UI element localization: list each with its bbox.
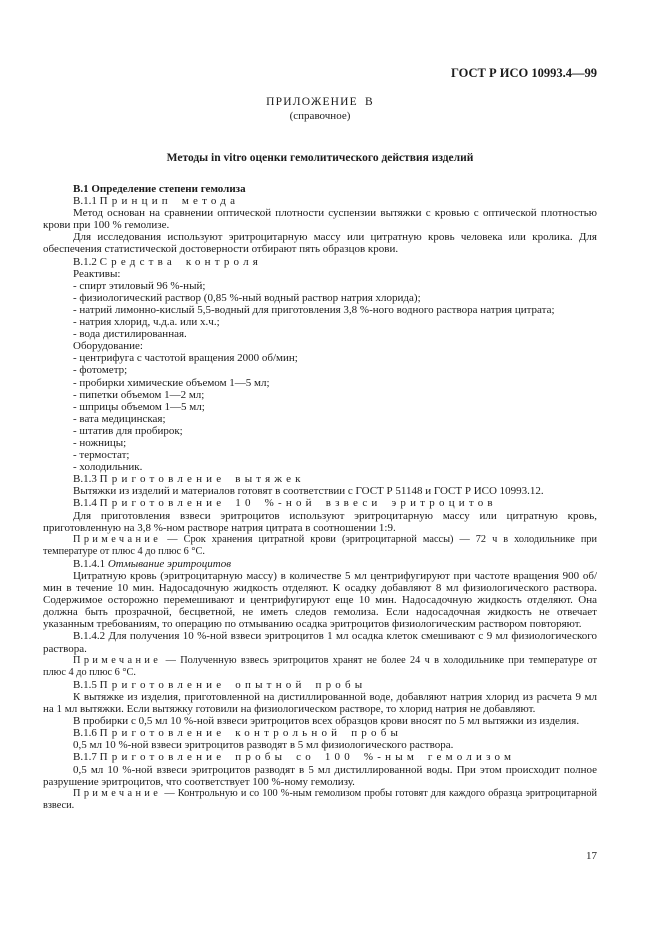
list-line: - вата медицинская; bbox=[73, 412, 166, 425]
appendix-sublabel: (справочное) bbox=[289, 110, 351, 122]
list-line: - физиологический раствор (0,85 %-ный водный раствор натрия хлорида); bbox=[73, 291, 421, 304]
list-line: - фотометр; bbox=[73, 364, 128, 377]
paragraph: В пробирки с 0,5 мл 10 %-ной взвеси эритроцитов всех образцов крови вносят по 5 мл вытяжки из изделия. bbox=[73, 715, 580, 728]
list-line: - спирт этиловый 96 %-ный; bbox=[73, 279, 206, 292]
list-line: - пробирки химические объемом 1—5 мл; bbox=[73, 376, 270, 389]
paragraph: К вытяжке из изделия, приготовленной на дистиллированной воде, добавляют натрия хлорид из расчета 9 мл на 1 мл вытяжки. Если вытяжку готовили на физиологическом растворе, то хлорид натрия не добавляют. bbox=[43, 690, 597, 716]
doc-number: ГОСТ Р ИСО 10993.4—99 bbox=[451, 66, 597, 80]
list-line: - центрифуга с частотой вращения 2000 об/мин; bbox=[73, 352, 298, 365]
subsection-heading: В.1.7 Приготовление пробы со 100 %-ным гемолизом bbox=[73, 751, 516, 764]
list-line: Оборудование: bbox=[73, 340, 143, 353]
list-line: - ножницы; bbox=[73, 436, 127, 449]
list-line: - шприцы объемом 1—5 мл; bbox=[73, 400, 205, 413]
note-paragraph: Примечание — Срок хранения цитратной крови (эритроцитарной массы) — 72 ч в холодильнике при температуре от плюс 4 до плюс 6 °С. bbox=[43, 533, 597, 557]
subsection-heading: В.1.4.1 Отмывание эритроцитов bbox=[73, 557, 232, 570]
list-line: - холодильник. bbox=[73, 461, 143, 474]
paragraph: В.1.4.2 Для получения 10 %-ной взвеси эритроцитов 1 мл осадка клеток смешивают с 9 мл физиологического раствора. bbox=[43, 630, 597, 655]
list-line: - вода дистилированная. bbox=[73, 328, 187, 341]
note-paragraph: Примечание — Полученную взвесь эритроцитов хранят не более 24 ч в холодильнике при температуре от плюс 4 до плюс 6 °С. bbox=[43, 654, 597, 678]
subsection-heading: В.1.4 Приготовление 10 %-ной взвеси эритроцитов bbox=[73, 497, 497, 510]
subsection-heading: В.1.5 Приготовление опытной пробы bbox=[73, 678, 367, 691]
subsection-heading: В.1.3 Приготовление вытяжек bbox=[73, 473, 305, 486]
subsection-heading: В.1.6 Приготовление контрольной пробы bbox=[73, 727, 403, 740]
paragraph: 0,5 мл 10 %-ной взвеси эритроцитов разводят в 5 мл физиологического раствора. bbox=[73, 739, 454, 752]
document-body bbox=[43, 183, 597, 812]
list-line: - пипетки объемом 1—2 мл; bbox=[73, 388, 205, 401]
appendix-label: ПРИЛОЖЕНИЕ В bbox=[266, 96, 374, 108]
page-number: 17 bbox=[586, 850, 597, 862]
paragraph: 0,5 мл 10 %-ной взвеси эритроцитов разводят в 5 мл дистиллированной воды. При этом происходит полное разрушение эритроцитов, что соответствует 100 %-ному гемолизу. bbox=[43, 763, 597, 788]
section-heading: В.1 Определение степени гемолиза bbox=[73, 183, 246, 195]
list-line: - штатив для пробирок; bbox=[73, 424, 183, 437]
list-line: - натрий лимонно-кислый 5,5-водный для приготовления 3,8 %-ного водного раствора натрия цитрата; bbox=[73, 303, 555, 316]
paragraph: Метод основан на сравнении оптической плотности суспензии вытяжки с кровью с оптической плотностью крови при 100 % гемолизе. bbox=[43, 207, 597, 232]
note-paragraph: Примечание — Контрольную и со 100 %-ным гемолизом пробы готовят для каждого образца эритроцитарной взвеси. bbox=[43, 787, 597, 811]
paragraph: Цитратную кровь (эритроцитарную массу) в количестве 5 мл центрифугируют при частоте вращения 900 об/мин в течение 10 мин. Надосадочную жидкость отделяют. К осадку добавляют 8 мл физиологического раствора. Содержимое осторожно перемешивают и центрифугируют еще 10 мин. Надосадочную жидкость отделяют. Она должна быть прозрачной, бесцветной, не иметь следов гемолиза. Если надосадочная жидкость не отвечает указанным требованиям, то операцию по отмыванию осадка эритроцитов физиологическим раствором повторяют. bbox=[43, 570, 597, 631]
document-title: Методы in vitro оценки гемолитического действия изделий bbox=[166, 152, 474, 164]
paragraph: Вытяжки из изделий и материалов готовят в соответствии с ГОСТ Р 51148 и ГОСТ Р ИСО 10993.12. bbox=[73, 485, 544, 498]
paragraph: Для исследования используют эритроцитарную массу или цитратную кровь человека или кролика. Для обеспечения статистической достоверности отбирают пять образцов крови. bbox=[43, 231, 597, 256]
paragraph: Для приготовления взвеси эритроцитов используют эритроцитарную массу или цитратную кровь, приготовленную на 3,8 %-ном растворе натрия цитрата в соотношении 1:9. bbox=[43, 509, 597, 534]
subsection-heading: В.1.2 Средства контроля bbox=[73, 255, 263, 268]
subsection-heading: В.1.1 Принцип метода bbox=[73, 195, 240, 208]
list-line: - натрия хлорид, ч.д.а. или х.ч.; bbox=[73, 316, 220, 329]
list-line: - термостат; bbox=[73, 449, 130, 462]
list-line: Реактивы: bbox=[73, 267, 121, 280]
